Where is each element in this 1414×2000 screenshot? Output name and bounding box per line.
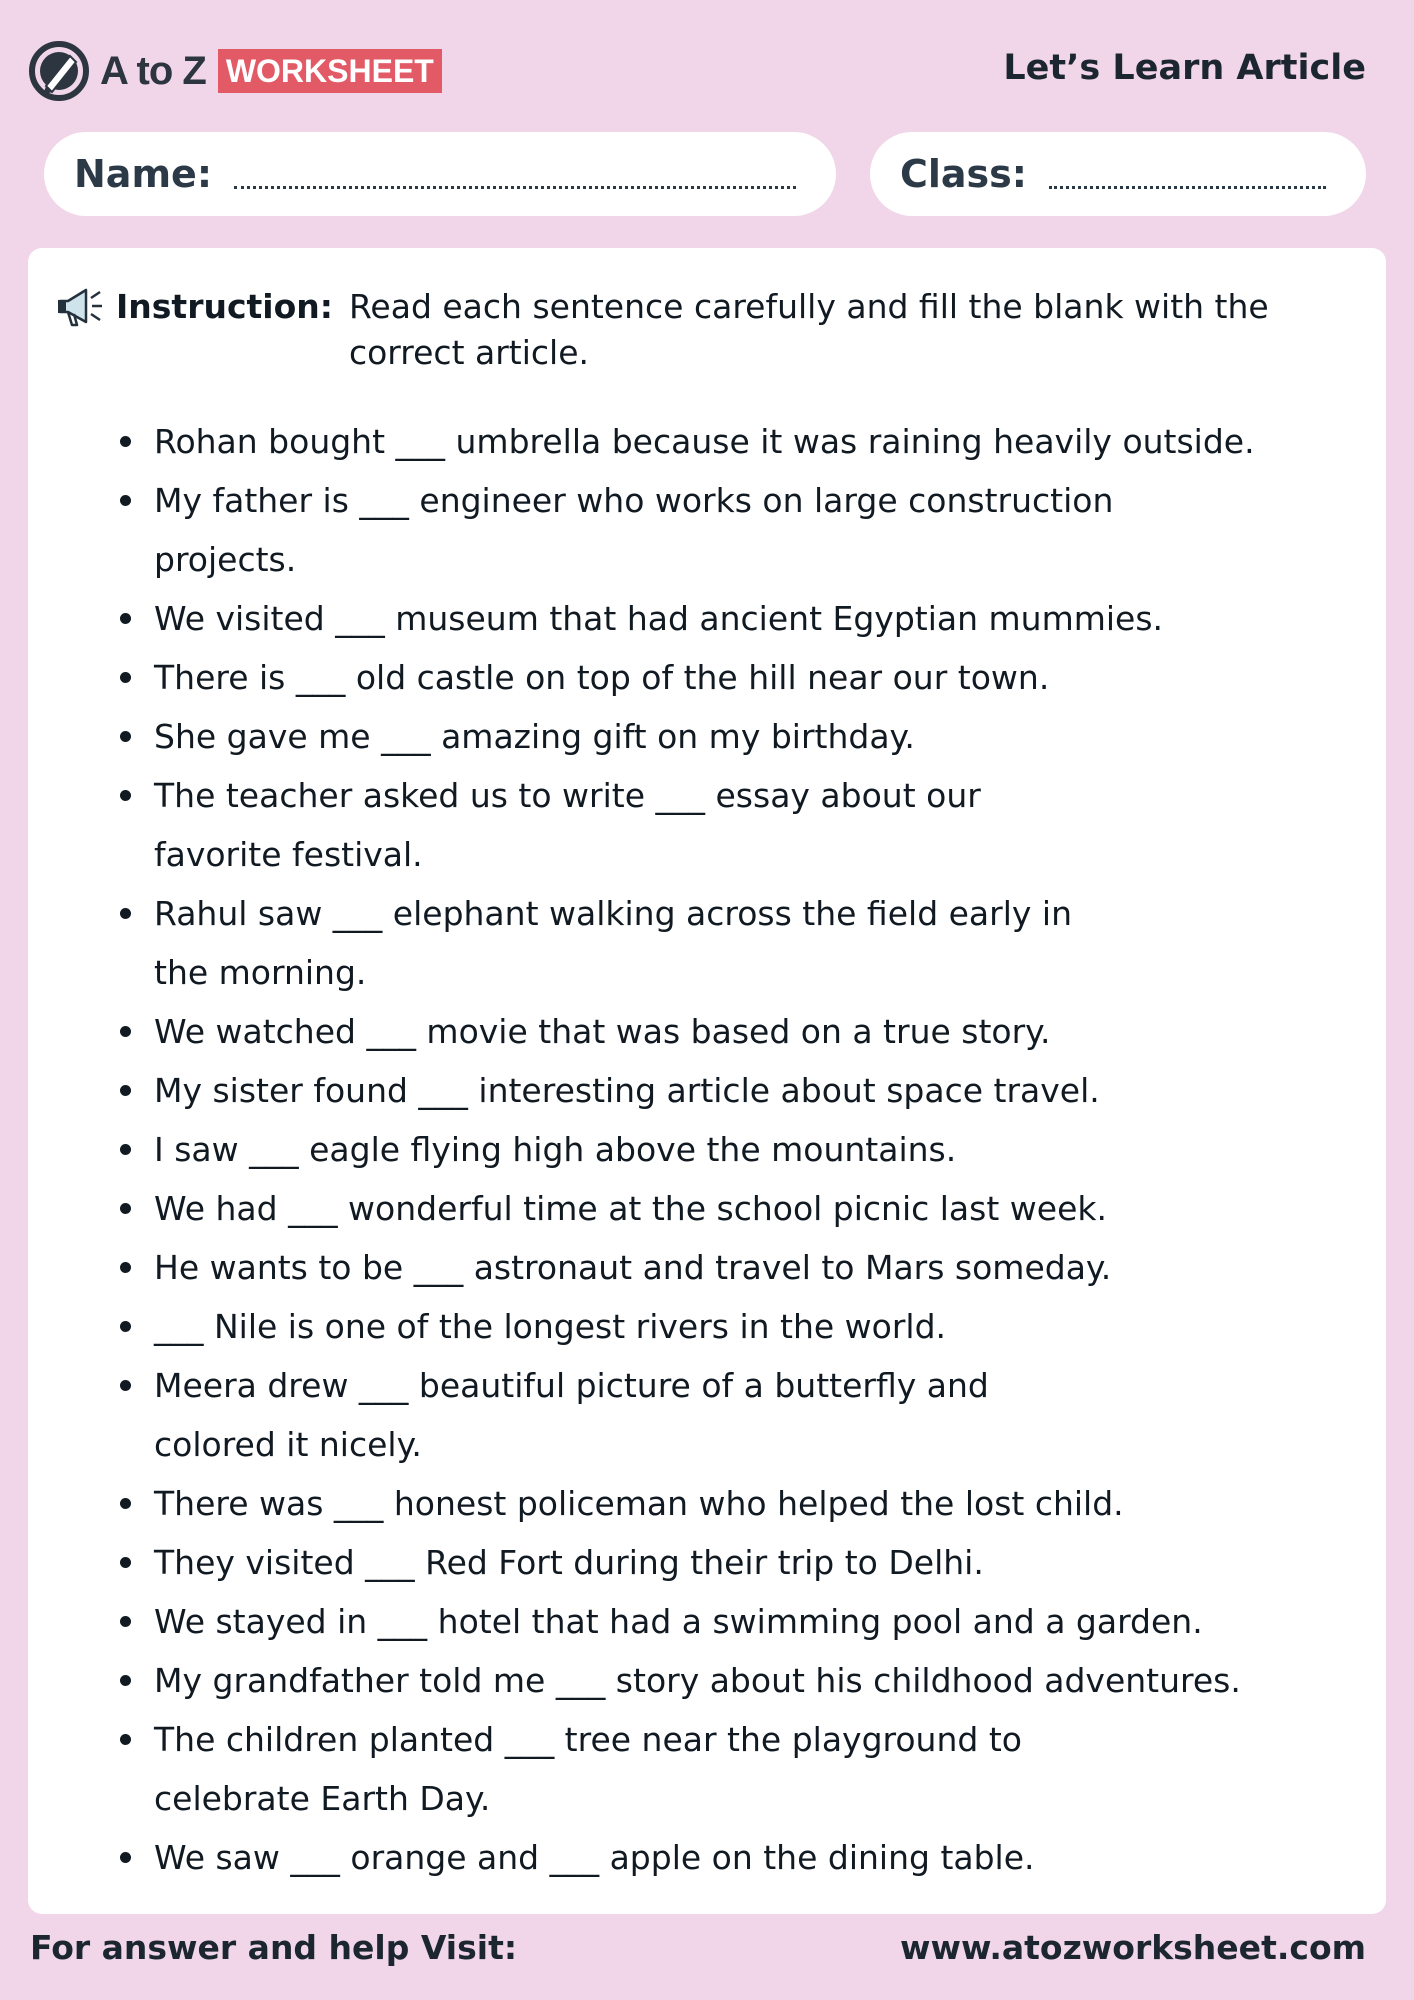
question-item	[154, 412, 1274, 471]
bullet	[120, 1380, 131, 1391]
question-item	[154, 884, 1114, 1002]
bullet	[120, 613, 131, 624]
bullet	[120, 1675, 131, 1686]
bullet	[120, 1026, 131, 1037]
question-text: My father is ___ engineer who works on large construction projects.	[154, 481, 1114, 579]
bullet	[120, 1734, 131, 1745]
question-text: I saw ___ eagle flying high above the mountains.	[154, 1130, 957, 1169]
bullet	[120, 1616, 131, 1627]
question-text: We had ___ wonderful time at the school picnic last week.	[154, 1189, 1107, 1228]
question-item	[154, 648, 1274, 707]
question-text: There was ___ honest policeman who helped the lost child.	[154, 1484, 1124, 1523]
question-item	[154, 766, 1114, 884]
worksheet-card	[28, 248, 1386, 1914]
question-text: My sister found ___ interesting article about space travel.	[154, 1071, 1100, 1110]
question-text: He wants to be ___ astronaut and travel to Mars someday.	[154, 1248, 1112, 1287]
question-item	[154, 589, 1274, 648]
question-item	[154, 1533, 1274, 1592]
question-text: She gave me ___ amazing gift on my birthday.	[154, 717, 915, 756]
bullet	[120, 436, 131, 447]
question-text: They visited ___ Red Fort during their trip to Delhi.	[154, 1543, 984, 1582]
name-input-line[interactable]	[234, 159, 796, 189]
question-text: We watched ___ movie that was based on a true story.	[154, 1012, 1051, 1051]
question-text: Rahul saw ___ elephant walking across the field early in the morning.	[154, 894, 1072, 992]
class-input-line[interactable]	[1049, 159, 1326, 189]
question-item	[154, 1120, 1274, 1179]
name-field	[44, 132, 836, 216]
question-text: My grandfather told me ___ story about his childhood adventures.	[154, 1661, 1241, 1700]
bullet	[120, 1498, 131, 1509]
question-text: There is ___ old castle on top of the hill near our town.	[154, 658, 1050, 697]
question-text: We stayed in ___ hotel that had a swimming pool and a garden.	[154, 1602, 1203, 1641]
bullet	[120, 731, 131, 742]
logo-text: A to Z	[100, 48, 206, 93]
name-label: Name:	[74, 152, 213, 196]
question-item	[154, 1297, 1274, 1356]
bullet	[120, 1852, 131, 1863]
question-item	[154, 707, 1274, 766]
pencil-circle-logo-icon	[28, 40, 90, 102]
page-header	[28, 36, 1366, 106]
bullet	[120, 1321, 131, 1332]
question-item	[154, 1592, 1274, 1651]
question-item	[154, 1061, 1274, 1120]
logo-badge: WORKSHEET	[218, 49, 442, 93]
bullet	[120, 495, 131, 506]
question-text: Rohan bought ___ umbrella because it was raining heavily outside.	[154, 422, 1255, 461]
question-list	[154, 412, 1304, 1887]
bullet	[120, 672, 131, 683]
class-label: Class:	[900, 152, 1027, 196]
footer-website-link[interactable]: www.atozworksheet.com	[899, 1928, 1366, 1967]
question-item	[154, 1356, 1114, 1474]
question-item	[154, 1651, 1274, 1710]
site-logo	[28, 36, 442, 106]
question-text: Meera drew ___ beautiful picture of a butterfly and colored it nicely.	[154, 1366, 989, 1464]
question-text: We visited ___ museum that had ancient Egyptian mummies.	[154, 599, 1164, 638]
bullet	[120, 1144, 131, 1155]
bullet	[120, 908, 131, 919]
question-text: The children planted ___ tree near the playground to celebrate Earth Day.	[154, 1720, 1022, 1818]
question-text: The teacher asked us to write ___ essay about our favorite festival.	[154, 776, 981, 874]
question-item	[154, 1238, 1274, 1297]
question-text: ___ Nile is one of the longest rivers in the world.	[154, 1307, 947, 1346]
question-text: We saw ___ orange and ___ apple on the dining table.	[154, 1838, 1035, 1877]
footer-help-text: For answer and help Visit:	[30, 1928, 518, 1967]
instruction-label: Instruction:	[116, 287, 333, 326]
question-item	[154, 1710, 1114, 1828]
bullet	[120, 1203, 131, 1214]
bullet	[120, 790, 131, 801]
megaphone-icon	[54, 284, 106, 330]
question-item	[154, 1474, 1274, 1533]
bullet	[120, 1262, 131, 1273]
class-field	[870, 132, 1366, 216]
bullet	[120, 1085, 131, 1096]
question-item	[154, 1179, 1274, 1238]
bullet	[120, 1557, 131, 1568]
question-item	[154, 1828, 1274, 1887]
question-item	[154, 471, 1114, 589]
instruction-text: Read each sentence carefully and fill the blank with the correct article.	[348, 287, 1269, 372]
worksheet-topic: Let’s Learn Article	[1003, 48, 1366, 88]
question-item	[154, 1002, 1274, 1061]
instruction	[54, 284, 1304, 376]
